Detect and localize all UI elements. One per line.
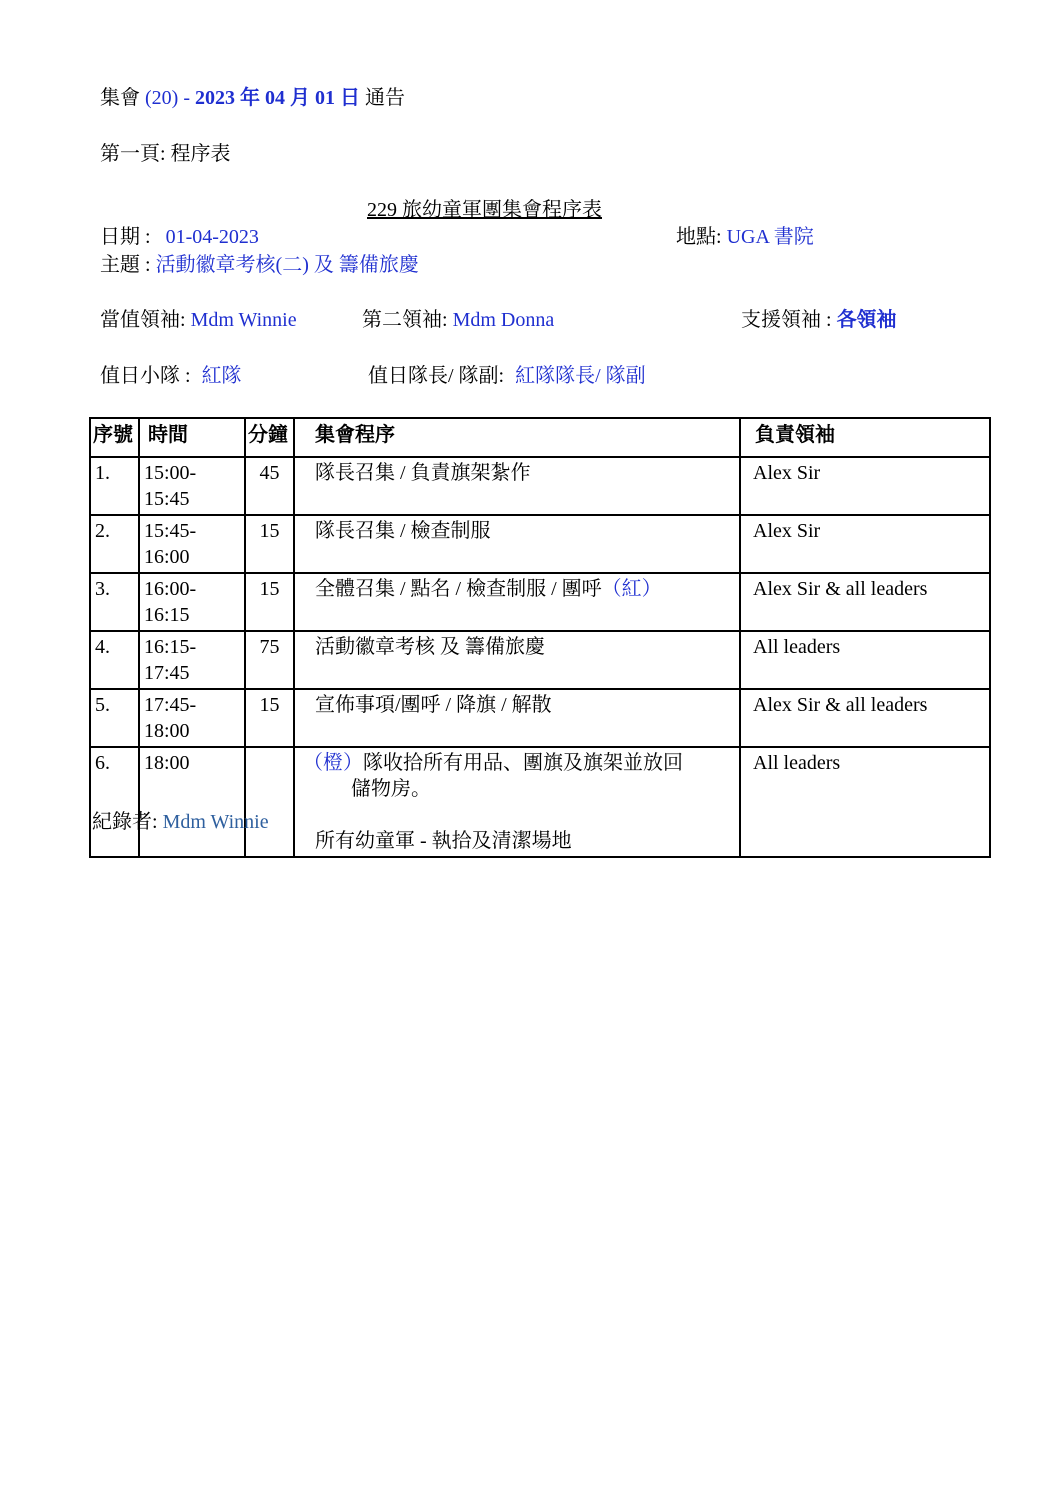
row-time: 18:00 [139, 747, 245, 857]
row-program: 隊長召集 / 負責旗架紮作 [294, 457, 740, 515]
header-leader: 負責領袖 [740, 418, 990, 457]
date-value: 01-04-2023 [165, 226, 259, 248]
row-minutes: 15 [245, 573, 294, 631]
notice-title [100, 86, 405, 110]
row-time: 16:15-17:45 [139, 631, 245, 689]
row-no: 1. [90, 457, 139, 515]
table-row [90, 515, 990, 573]
header-time: 時間 [139, 418, 245, 457]
row-minutes: 15 [245, 515, 294, 573]
table-row [90, 631, 990, 689]
header-no: 序號 [90, 418, 139, 457]
notice-suffix: 通告 [364, 87, 405, 109]
support-leader-value: 各領袖 [836, 309, 897, 331]
row-program: 活動徽章考核 及 籌備旅慶 [294, 631, 740, 689]
row-minutes [245, 747, 294, 857]
row-spacer [303, 802, 735, 828]
notice-prefix: 集會 [100, 87, 140, 109]
row-leader: All leaders [740, 631, 990, 689]
theme-label: 主題 : [100, 254, 151, 276]
row-minutes: 45 [245, 457, 294, 515]
recorder-row [92, 810, 269, 834]
header-program: 集會程序 [294, 418, 740, 457]
row-no: 5. [90, 689, 139, 747]
row-no: 2. [90, 515, 139, 573]
table-row [90, 457, 990, 515]
row-program-text: 全體召集 / 點名 / 檢查制服 / 團呼 [315, 578, 602, 600]
duty-team-row [100, 364, 242, 388]
place-value: UGA 書院 [726, 226, 814, 248]
row-program-extra: 所有幼童軍 - 執拾及清潔場地 [315, 830, 572, 852]
row-no: 3. [90, 573, 139, 631]
schedule-table [89, 417, 991, 858]
row-program-text: 隊收拾所有用品、團旗及旗架並放回 [363, 752, 683, 774]
team-color-red: （紅） [601, 578, 662, 600]
support-leader-label: 支援領袖 : [741, 309, 832, 331]
second-leader-label: 第二領袖: [362, 309, 448, 331]
header-minutes: 分鐘 [245, 418, 294, 457]
duty-leader-label: 當值領袖: [100, 309, 186, 331]
row-time: 15:45-16:00 [139, 515, 245, 573]
row-leader: Alex Sir [740, 457, 990, 515]
date-row [100, 225, 259, 249]
row-leader: Alex Sir [740, 515, 990, 573]
second-leader-row [362, 308, 554, 332]
place-row [676, 225, 814, 249]
duty-captain-label: 值日隊長/ 隊副: [368, 365, 505, 387]
team-color-orange: （橙） [303, 752, 363, 774]
duty-leader-value: Mdm Winnie [190, 309, 297, 331]
meeting-number: (20) - [145, 87, 190, 109]
row-program [294, 747, 740, 857]
row-time: 17:45-18:00 [139, 689, 245, 747]
theme-row [100, 253, 419, 277]
row-no: 4. [90, 631, 139, 689]
support-leader-row [741, 308, 897, 332]
recorder-value: Mdm Winnie [162, 811, 269, 833]
second-leader-value: Mdm Donna [452, 309, 555, 331]
duty-team-label: 值日小隊 : [100, 365, 191, 387]
theme-value: 活動徽章考核(二) 及 籌備旅慶 [155, 254, 419, 276]
row-no: 6. [90, 747, 139, 857]
row-program-continuation: 儲物房。 [351, 778, 431, 800]
duty-leader-row [100, 308, 297, 332]
place-label: 地點: [676, 226, 722, 248]
table-row [90, 747, 990, 857]
duty-captain-row [368, 364, 646, 388]
row-time: 15:00-15:45 [139, 457, 245, 515]
recorder-label: 紀錄者: [92, 811, 158, 833]
date-label: 日期 : [100, 226, 151, 248]
row-program: 宣佈事項/團呼 / 降旗 / 解散 [294, 689, 740, 747]
row-program [294, 573, 740, 631]
row-leader: Alex Sir & all leaders [740, 573, 990, 631]
duty-captain-value: 紅隊隊長/ 隊副 [515, 365, 646, 387]
schedule-title: 229 旅幼童軍團集會程序表 [367, 199, 602, 221]
row-leader: All leaders [740, 747, 990, 857]
row-minutes: 75 [245, 631, 294, 689]
table-header-row [90, 418, 990, 457]
table-row [90, 689, 990, 747]
duty-team-value: 紅隊 [201, 365, 242, 387]
row-program: 隊長召集 / 檢查制服 [294, 515, 740, 573]
meeting-date: 2023 年 04 月 01 日 [194, 87, 360, 109]
table-row [90, 573, 990, 631]
row-minutes: 15 [245, 689, 294, 747]
page-label: 第一頁: 程序表 [100, 143, 231, 165]
row-leader: Alex Sir & all leaders [740, 689, 990, 747]
row-time: 16:00-16:15 [139, 573, 245, 631]
